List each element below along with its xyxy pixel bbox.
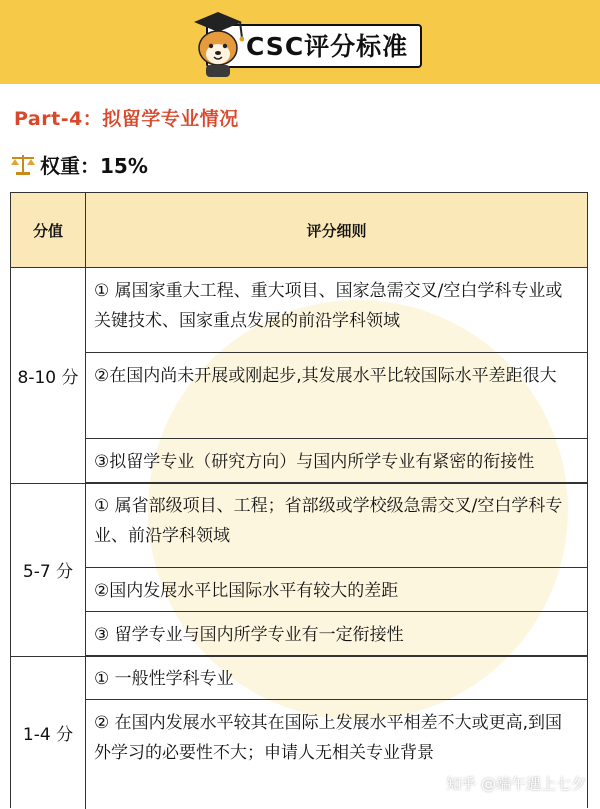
shiba-graduate-mascot-icon (188, 8, 244, 78)
rule-cell: ③拟留学专业（研究方向）与国内所学专业有紧密的衔接性 (86, 439, 587, 483)
rule-cell: ① 一般性学科专业 (86, 656, 587, 700)
rule-cell: ②在国内尚未开展或刚起步,其发展水平比较国际水平差距很大 (86, 353, 587, 439)
watermark-text: 知乎 @端午遇上七夕 (446, 775, 586, 793)
score-8-10: 8-10 分 (11, 268, 86, 483)
page-title: CSC评分标准 (246, 32, 409, 61)
rule-cell: ① 属省部级项目、工程；省部级或学校级急需交叉/空白学科专业、前沿学科领域 (86, 483, 587, 568)
rule-cell: ②国内发展水平比国际水平有较大的差距 (86, 568, 587, 612)
criteria-table (10, 192, 588, 808)
score-5-7: 5-7 分 (11, 483, 86, 656)
section-title: Part-4：拟留学专业情况 (14, 108, 239, 130)
header-score: 分值 (11, 193, 86, 268)
rule-cell: ② 在国内发展水平较其在国际上发展水平相差不大或更高,到国外学习的必要性不大；申请人无相关专业背景 (94, 713, 563, 763)
header-rules: 评分细则 (306, 222, 367, 240)
score-1-4: 1-4 分 (11, 656, 86, 809)
weight-label: 权重：15% (40, 153, 148, 178)
table-header (11, 193, 587, 268)
rule-cell: ③ 留学专业与国内所学专业有一定衔接性 (86, 612, 587, 656)
rule-cell: ① 属国家重大工程、重大项目、国家急需交叉/空白学科专业或关键技术、国家重点发展的前沿学科领域 (86, 268, 587, 353)
balance-scale-icon (10, 152, 36, 176)
weight-row (10, 150, 148, 178)
header-banner (0, 0, 600, 84)
